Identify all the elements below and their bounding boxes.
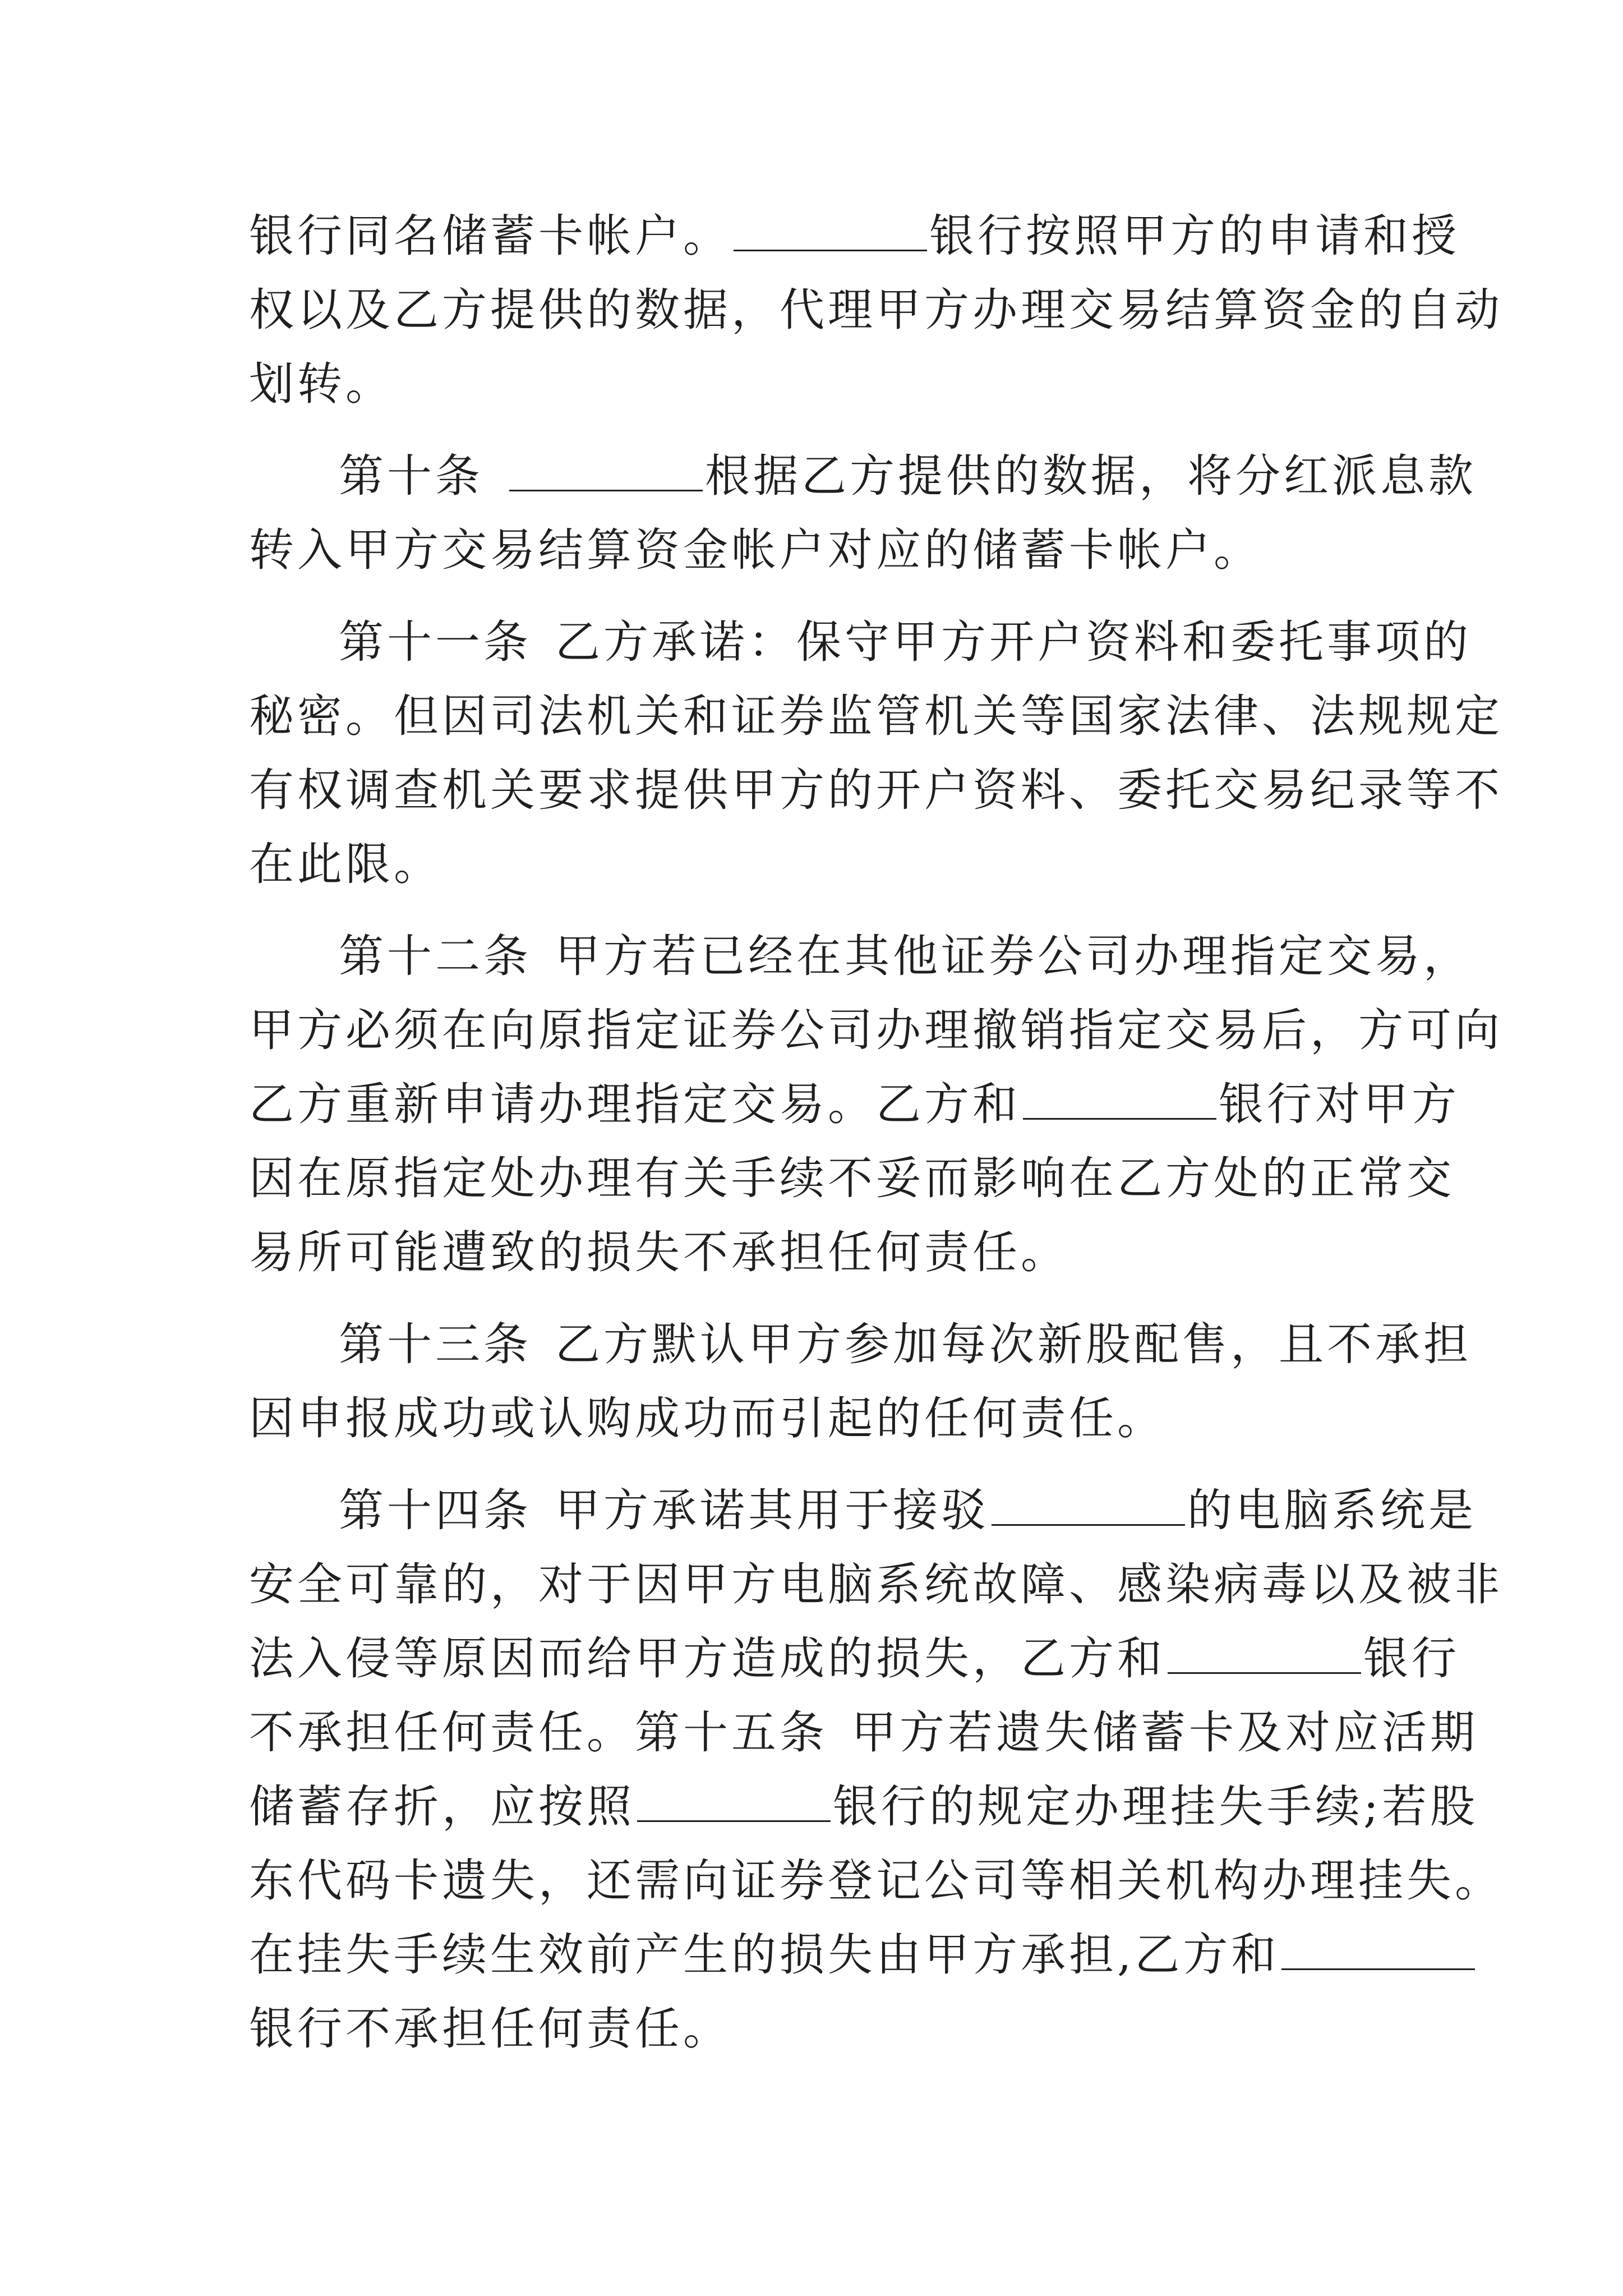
text-line: 法入侵等原因而给甲方造成的损失，乙方和 银行 — [249, 1632, 1460, 1685]
text-line: 转入甲方交易结算资金帐户对应的储蓄卡帐户。 — [249, 524, 1262, 576]
fill-in-blank — [1023, 1084, 1216, 1120]
text-line: 有权调查机关要求提供甲方的开户资料、委托交易纪录等不 — [249, 764, 1503, 816]
text-line: 在此限。 — [249, 838, 442, 890]
text-line: 甲方必须在向原指定证券公司办理撤销指定交易后，方可向 — [249, 1004, 1503, 1056]
text-line: 划转。 — [249, 358, 394, 410]
text-line: 易所可能遭致的损失不承担任何责任。 — [249, 1226, 1069, 1278]
fill-in-blank — [1281, 1935, 1475, 1970]
text-line: 秘密。但因司法机关和证券监管机关等国家法律、法规规定 — [249, 690, 1503, 742]
fill-in-blank — [1168, 1639, 1361, 1674]
article-13-heading-line: 第十三条 乙方默认甲方参加每次新股配售，且不承担 — [339, 1318, 1472, 1370]
text-line: 不承担任何责任。第十五条 甲方若遗失储蓄卡及对应活期 — [249, 1706, 1478, 1759]
fill-in-blank — [734, 216, 927, 251]
text-line: 银行不承担任何责任。 — [249, 2003, 731, 2055]
fill-in-blank — [509, 456, 703, 491]
text-line: 因在原指定处办理有关手续不妥而影响在乙方处的正常交 — [249, 1152, 1455, 1204]
text-line: 银行同名储蓄卡帐户。 银行按照甲方的申请和授 — [249, 210, 1460, 262]
article-14-heading-line: 第十四条 甲方承诺其用于接驳 的电脑系统是 — [339, 1484, 1477, 1536]
article-11-heading-line: 第十一条 乙方承诺：保守甲方开户资料和委托事项的 — [339, 616, 1472, 668]
text-line: 因申报成功或认购成功而引起的任何责任。 — [249, 1392, 1165, 1444]
text-line: 安全可靠的，对于因甲方电脑系统故障、感染病毒以及被非 — [249, 1558, 1503, 1611]
article-10-heading-line: 第十条 根据乙方提供的数据，将分红派息款 — [339, 450, 1477, 502]
article-12-heading-line: 第十二条 甲方若已经在其他证券公司办理指定交易， — [339, 930, 1472, 982]
text-line: 权以及乙方提供的数据，代理甲方办理交易结算资金的自动 — [249, 284, 1503, 336]
text-line: 乙方重新申请办理指定交易。乙方和 银行对甲方 — [249, 1078, 1460, 1130]
text-line: 储蓄存折，应按照 银行的规定办理挂失手续;若股 — [249, 1780, 1478, 1833]
contract-body — [249, 199, 1503, 2066]
text-line: 在挂失手续生效前产生的损失由甲方承担,乙方和 — [249, 1918, 1404, 1992]
fill-in-blank — [992, 1490, 1185, 1526]
text-line: 东代码卡遗失，还需向证券登记公司等相关机构办理挂失。 — [249, 1855, 1503, 1907]
fill-in-blank — [637, 1787, 831, 1822]
